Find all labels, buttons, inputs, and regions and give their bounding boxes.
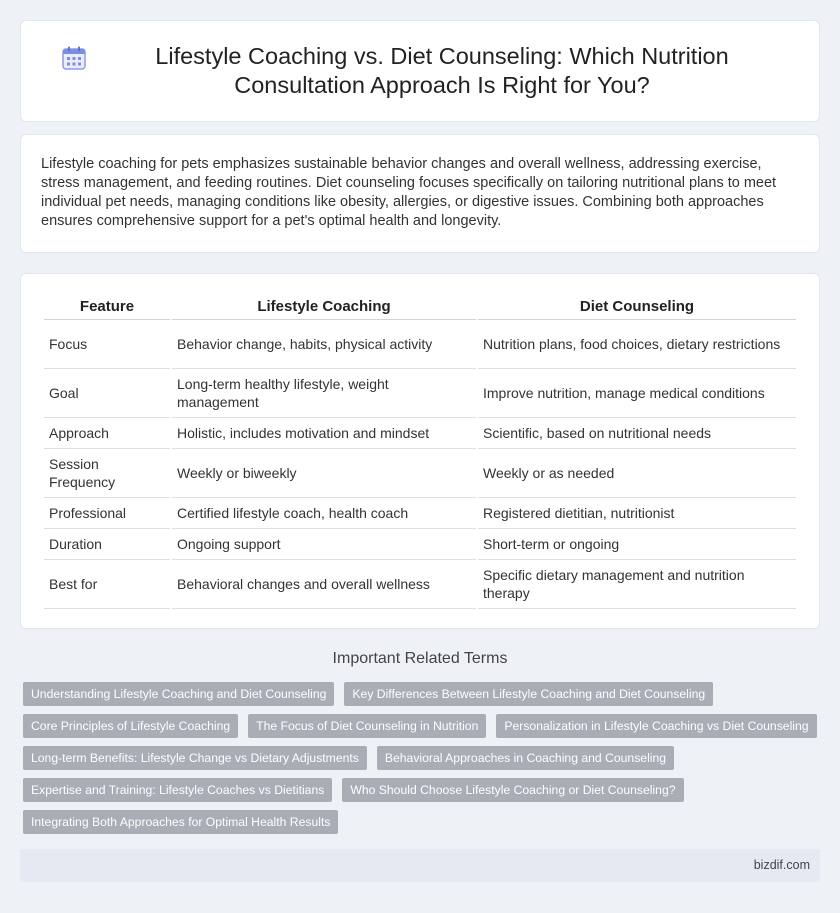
tag-row	[23, 714, 813, 738]
feature-cell: Best for	[44, 560, 170, 609]
diet-counseling-cell: Registered dietitian, nutritionist	[478, 498, 796, 529]
feature-cell: Focus	[44, 320, 170, 369]
lifestyle-coaching-cell: Certified lifestyle coach, health coach	[172, 498, 476, 529]
table-row	[44, 449, 796, 498]
diet-counseling-cell: Scientific, based on nutritional needs	[478, 418, 796, 449]
lifestyle-coaching-cell: Behavioral changes and overall wellness	[172, 560, 476, 609]
footer-site-link[interactable]: bizdif.com	[753, 858, 810, 872]
tag-row	[23, 746, 813, 770]
table-row	[44, 320, 796, 369]
related-terms-list	[23, 682, 813, 842]
tag-row	[23, 682, 813, 706]
feature-cell: Session Frequency	[44, 449, 170, 498]
related-term-tag[interactable]: The Focus of Diet Counseling in Nutrition	[248, 714, 486, 738]
related-term-tag[interactable]: Who Should Choose Lifestyle Coaching or Diet Counseling?	[342, 778, 683, 802]
table-row	[44, 529, 796, 560]
lifestyle-coaching-cell: Ongoing support	[172, 529, 476, 560]
lifestyle-coaching-cell: Weekly or biweekly	[172, 449, 476, 498]
related-term-tag[interactable]: Behavioral Approaches in Coaching and Counseling	[377, 746, 674, 770]
lifestyle-coaching-cell: Behavior change, habits, physical activity	[172, 320, 476, 369]
footer	[20, 849, 820, 882]
column-header-lifestyle-coaching: Lifestyle Coaching	[172, 296, 476, 320]
table-header-row	[44, 296, 796, 320]
intro-text: Lifestyle coaching for pets emphasizes sustainable behavior changes and overall wellness, addressing exercise, stress management, and feeding routines. Diet counseling focuses specifically on tailoring nutritional plans to meet individual pet needs, managing conditions like obesity, allergies, or digestive issues. Combining both approaches ensures comprehensive support for a pet's optimal health and longevity.	[41, 156, 777, 229]
title-wrap	[21, 42, 819, 100]
page-title: Lifestyle Coaching vs. Diet Counseling: Which Nutrition Consultation Approach Is Right for You?	[155, 43, 729, 98]
related-term-tag[interactable]: Key Differences Between Lifestyle Coaching and Diet Counseling	[344, 682, 713, 706]
feature-cell: Professional	[44, 498, 170, 529]
related-terms-title: Important Related Terms	[332, 650, 508, 667]
lifestyle-coaching-cell: Long-term healthy lifestyle, weight management	[172, 369, 476, 418]
related-term-tag[interactable]: Understanding Lifestyle Coaching and Diet Counseling	[23, 682, 334, 706]
table-row	[44, 369, 796, 418]
comparison-table	[42, 296, 798, 609]
table-row	[44, 498, 796, 529]
related-term-tag[interactable]: Integrating Both Approaches for Optimal Health Results	[23, 810, 338, 834]
feature-cell: Duration	[44, 529, 170, 560]
feature-cell: Goal	[44, 369, 170, 418]
calendar-icon	[61, 45, 87, 71]
intro-card	[20, 134, 820, 253]
column-header-feature: Feature	[44, 296, 170, 320]
related-term-tag[interactable]: Personalization in Lifestyle Coaching vs Diet Counseling	[496, 714, 816, 738]
diet-counseling-cell: Nutrition plans, food choices, dietary restrictions	[478, 320, 796, 369]
table-row	[44, 418, 796, 449]
title-card	[20, 20, 820, 122]
tag-row	[23, 810, 813, 834]
column-header-diet-counseling: Diet Counseling	[478, 296, 796, 320]
diet-counseling-cell: Improve nutrition, manage medical conditions	[478, 369, 796, 418]
lifestyle-coaching-cell: Holistic, includes motivation and mindset	[172, 418, 476, 449]
tag-row	[23, 778, 813, 802]
diet-counseling-cell: Short-term or ongoing	[478, 529, 796, 560]
feature-cell: Approach	[44, 418, 170, 449]
related-term-tag[interactable]: Long-term Benefits: Lifestyle Change vs Dietary Adjustments	[23, 746, 367, 770]
table-row	[44, 560, 796, 609]
diet-counseling-cell: Weekly or as needed	[478, 449, 796, 498]
diet-counseling-cell: Specific dietary management and nutrition therapy	[478, 560, 796, 609]
related-term-tag[interactable]: Core Principles of Lifestyle Coaching	[23, 714, 238, 738]
comparison-table-card	[20, 273, 820, 629]
related-term-tag[interactable]: Expertise and Training: Lifestyle Coaches vs Dietitians	[23, 778, 332, 802]
